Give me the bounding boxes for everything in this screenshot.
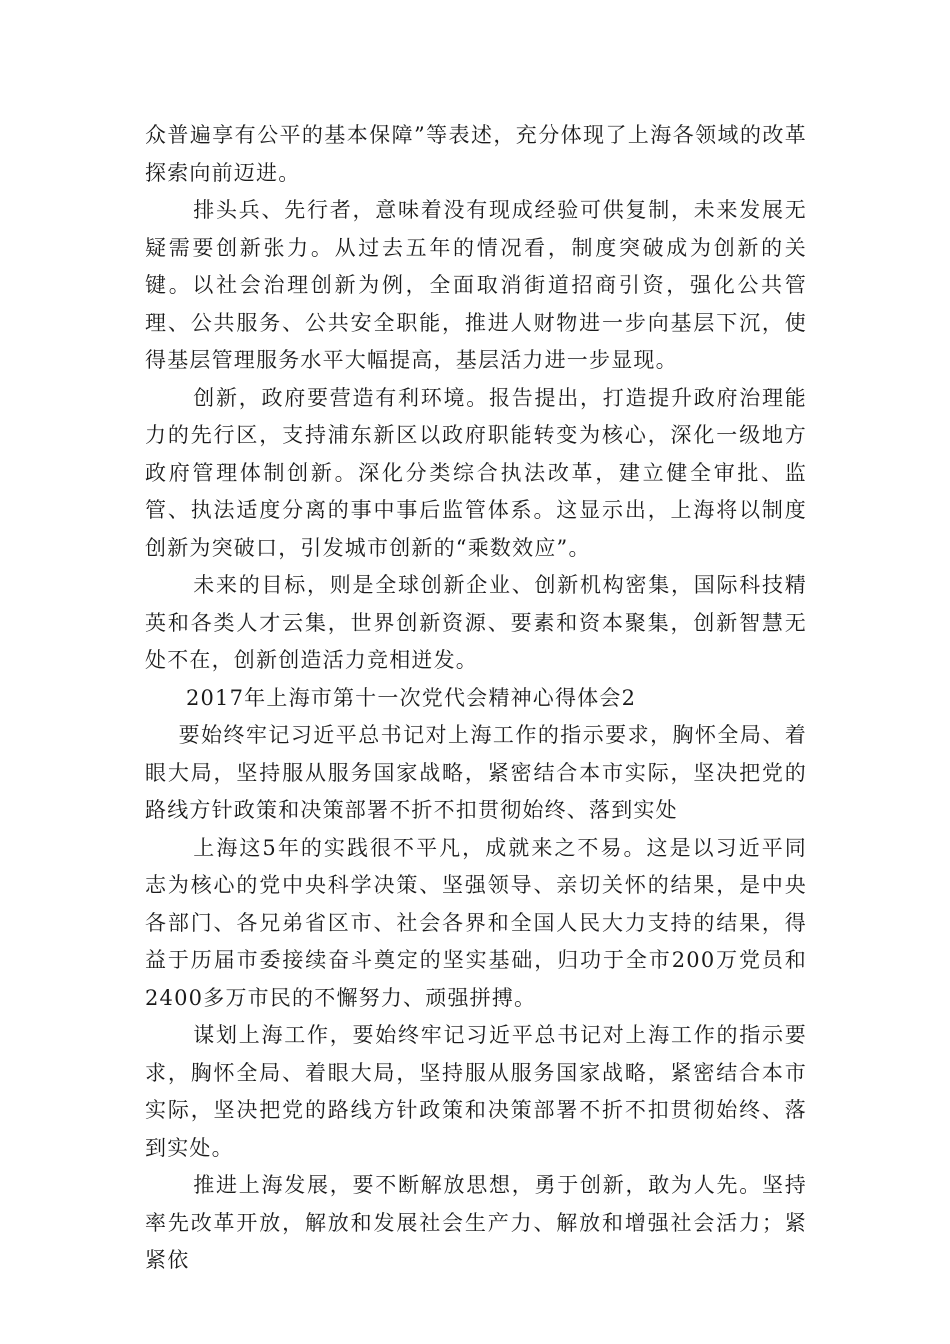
- paragraph-pioneer: 排头兵、先行者，意味着没有现成经验可供复制，未来发展无疑需要创新张力。从过去五年的情况看，制度突破成为创新的关键。以社会治理创新为例，全面取消街道招商引资，强化公共管理、公共服务、公共安全职能，推进人财物进一步向基层下沉，使得基层管理服务水平大幅提高，基层活力进一步显现。: [145, 198, 807, 372]
- paragraph-future-goal: 未来的目标，则是全球创新企业、创新机构密集，国际科技精英和各类人才云集，世界创新资源、要素和资本聚集，创新智慧无处不在，创新创造活力竞相迸发。: [145, 573, 807, 672]
- document-body: [145, 117, 807, 1280]
- paragraph-government-innovation: 创新，政府要营造有利环境。报告提出，打造提升政府治理能力的先行区，支持浦东新区以政府职能转变为核心，深化一级地方政府管理体制创新。深化分类综合执法改革，建立健全审批、监管、执法适度分离的事中事后监管体系。这显示出，上海将以制度创新为突破口，引发城市创新的“乘数效应”。: [145, 385, 807, 560]
- paragraph-planning: 谋划上海工作，要始终牢记习近平总书记对上海工作的指示要求，胸怀全局、着眼大局，坚持服从服务国家战略，紧密结合本市实际，坚决把党的路线方针政策和决策部署不折不扣贯彻始终、落到实处。: [145, 1023, 807, 1160]
- paragraph-instructions: 要始终牢记习近平总书记对上海工作的指示要求，胸怀全局、着眼大局，坚持服从服务国家战略，紧密结合本市实际，坚决把党的路线方针政策和决策部署不折不扣贯彻始终、落到实处: [145, 723, 807, 822]
- paragraph-continuation: 众普遍享有公平的基本保障”等表述，充分体现了上海各领域的改革探索向前迈进。: [145, 123, 807, 185]
- section-heading: 2017年上海市第十一次党代会精神心得体会2: [185, 685, 637, 710]
- paragraph-development: 推进上海发展，要不断解放思想，勇于创新，敢为人先。坚持率先改革开放，解放和发展社会生产力、解放和增强社会活力；紧紧依: [145, 1173, 807, 1272]
- paragraph-five-years: 上海这5年的实践很不平凡，成就来之不易。这是以习近平同志为核心的党中央科学决策、坚强领导、亲切关怀的结果，是中央各部门、各兄弟省区市、社会各界和全国人民大力支持的结果，得益于历届市委接续奋斗奠定的坚实基础，归功于全市200万党员和2400多万市民的不懈努力、顽强拼搏。: [145, 835, 807, 1010]
